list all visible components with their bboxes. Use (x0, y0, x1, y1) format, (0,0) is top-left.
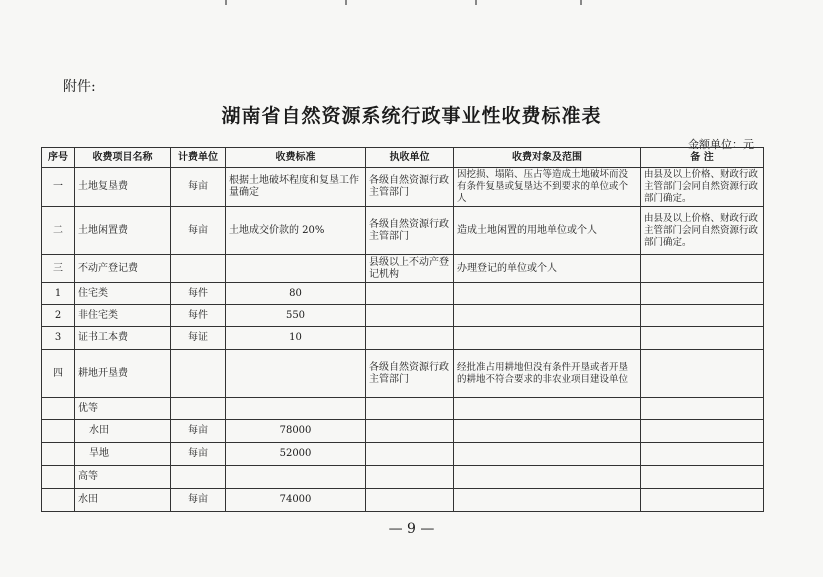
cell-name: 水田 (75, 420, 171, 443)
cell-unit: 每亩 (171, 443, 226, 466)
cell-no (42, 466, 75, 489)
table-row (42, 489, 764, 512)
cell-no: 二 (42, 207, 75, 255)
cell-no (42, 420, 75, 443)
cell-unit: 每亩 (171, 489, 226, 512)
cell-scope (454, 398, 641, 420)
cell-name: 证书工本费 (75, 327, 171, 350)
cell-name: 高等 (75, 466, 171, 489)
table-row (42, 350, 764, 398)
cell-standard (226, 255, 366, 283)
cell-note: 由县及以上价格、财政行政主管部门会同自然资源行政部门确定。 (641, 168, 764, 207)
fee-standard-table (41, 147, 764, 512)
cell-standard (226, 350, 366, 398)
cell-scope: 经批准占用耕地但没有条件开垦或者开垦的耕地不符合要求的非农业项目建设单位 (454, 350, 641, 398)
table-row (42, 207, 764, 255)
cell-scope (454, 466, 641, 489)
table-header-row (42, 148, 764, 168)
cell-name: 非住宅类 (75, 305, 171, 327)
cell-scope (454, 443, 641, 466)
cell-collector (366, 327, 454, 350)
cell-scope (454, 327, 641, 350)
cell-note: 由县及以上价格、财政行政主管部门会同自然资源行政部门确定。 (641, 207, 764, 255)
cell-unit (171, 398, 226, 420)
cell-name: 住宅类 (75, 283, 171, 305)
cell-no (42, 398, 75, 420)
cell-no: 三 (42, 255, 75, 283)
cell-unit (171, 466, 226, 489)
table-row (42, 168, 764, 207)
col-header-scope: 收费对象及范围 (454, 148, 641, 168)
cell-name: 土地闲置费 (75, 207, 171, 255)
cell-scope: 造成土地闲置的用地单位或个人 (454, 207, 641, 255)
cell-name: 耕地开垦费 (75, 350, 171, 398)
cell-collector (366, 305, 454, 327)
cell-scope (454, 489, 641, 512)
cell-name: 不动产登记费 (75, 255, 171, 283)
col-header-no: 序号 (42, 148, 75, 168)
page-title: 湖南省自然资源系统行政事业性收费标准表 (221, 105, 602, 127)
cell-collector: 县级以上不动产登记机构 (366, 255, 454, 283)
cell-no: 1 (42, 283, 75, 305)
cell-note (641, 420, 764, 443)
cell-unit: 每亩 (171, 207, 226, 255)
cell-unit (171, 255, 226, 283)
cell-collector (366, 398, 454, 420)
table-row (42, 420, 764, 443)
cell-collector (366, 466, 454, 489)
cell-standard: 52000 (226, 443, 366, 466)
col-header-note: 备 注 (641, 148, 764, 168)
cell-name: 土地复垦费 (75, 168, 171, 207)
cell-unit: 每件 (171, 305, 226, 327)
cell-no: 四 (42, 350, 75, 398)
table-row (42, 283, 764, 305)
cell-no: 3 (42, 327, 75, 350)
cell-standard: 土地成交价款的 20% (226, 207, 366, 255)
col-header-unit: 计费单位 (171, 148, 226, 168)
col-header-collector: 执收单位 (366, 148, 454, 168)
table-row (42, 398, 764, 420)
cell-name: 水田 (75, 489, 171, 512)
cell-scope (454, 420, 641, 443)
cell-note (641, 255, 764, 283)
cell-collector (366, 420, 454, 443)
cell-note (641, 327, 764, 350)
cell-name: 旱地 (75, 443, 171, 466)
cell-standard (226, 398, 366, 420)
col-header-name: 收费项目名称 (75, 148, 171, 168)
cell-unit: 每亩 (171, 168, 226, 207)
cell-unit: 每件 (171, 283, 226, 305)
cell-no: 一 (42, 168, 75, 207)
cell-unit: 每证 (171, 327, 226, 350)
cell-collector: 各级自然资源行政主管部门 (366, 350, 454, 398)
cell-standard: 74000 (226, 489, 366, 512)
cell-scope (454, 283, 641, 305)
table-row (42, 466, 764, 489)
cell-note (641, 350, 764, 398)
cell-unit (171, 350, 226, 398)
table-row (42, 255, 764, 283)
table-row (42, 327, 764, 350)
cell-unit: 每亩 (171, 420, 226, 443)
cell-note (641, 283, 764, 305)
cell-collector: 各级自然资源行政主管部门 (366, 207, 454, 255)
cell-standard: 10 (226, 327, 366, 350)
cell-standard: 80 (226, 283, 366, 305)
cell-scope: 因挖损、塌陷、压占等造成土地破坏而没有条件复垦或复垦达不到要求的单位或个人 (454, 168, 641, 207)
cell-standard: 550 (226, 305, 366, 327)
page-number: — 9 — (388, 521, 435, 537)
cell-collector (366, 489, 454, 512)
cell-note (641, 398, 764, 420)
cell-no (42, 443, 75, 466)
scan-marks (225, 0, 585, 6)
cell-scope (454, 305, 641, 327)
cell-no (42, 489, 75, 512)
cell-standard: 78000 (226, 420, 366, 443)
cell-collector: 各级自然资源行政主管部门 (366, 168, 454, 207)
amount-unit: 金额单位：元 (688, 138, 754, 151)
cell-standard (226, 466, 366, 489)
cell-no: 2 (42, 305, 75, 327)
table-row (42, 305, 764, 327)
cell-note (641, 305, 764, 327)
cell-name: 优等 (75, 398, 171, 420)
cell-note (641, 466, 764, 489)
col-header-standard: 收费标准 (226, 148, 366, 168)
cell-note (641, 443, 764, 466)
cell-note (641, 489, 764, 512)
cell-collector (366, 443, 454, 466)
cell-standard: 根据土地破坏程度和复垦工作量确定 (226, 168, 366, 207)
attachment-label: 附件: (63, 79, 96, 95)
cell-collector (366, 283, 454, 305)
table-row (42, 443, 764, 466)
cell-scope: 办理登记的单位或个人 (454, 255, 641, 283)
